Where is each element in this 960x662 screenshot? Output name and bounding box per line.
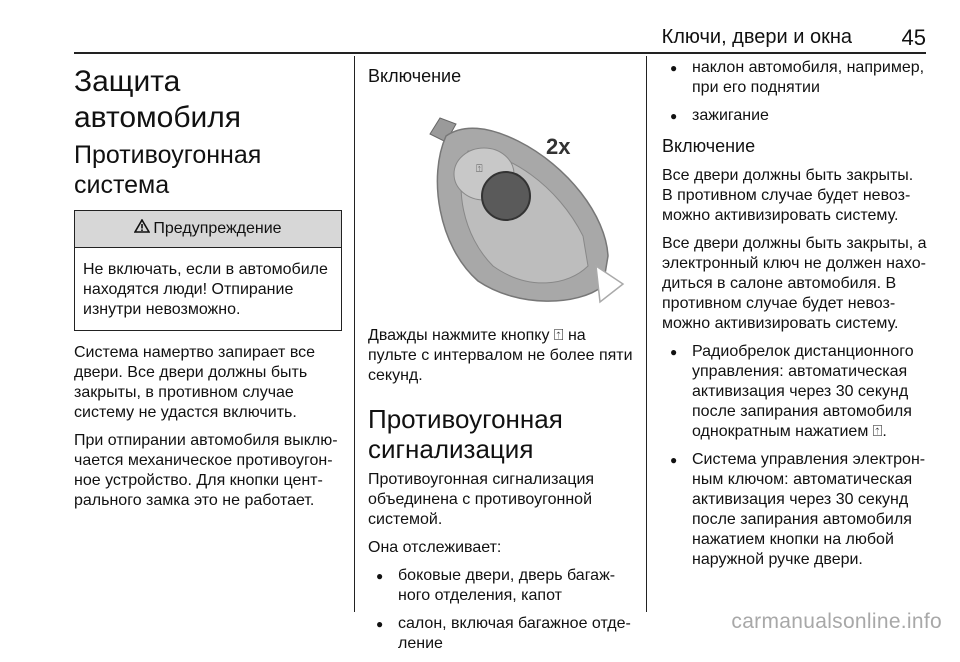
figure-caption: Дважды нажмите кнопку ⍐ на пульте с интервалом не более пяти секунд.: [368, 327, 633, 384]
list-item: ● боковые двери, дверь багаж-ного отделения, капот: [368, 566, 634, 606]
paragraph: Система намертво запирает все двери. Все двери должны быть закрыты, в противном случае систему не удастся включить.: [74, 344, 316, 421]
page-number: 45: [901, 25, 926, 50]
column-left: [74, 58, 342, 519]
page-header: [74, 26, 926, 54]
header-title: Ключи, двери и окна: [661, 26, 852, 48]
section-heading: Защита автомобиля: [74, 65, 242, 134]
column-right: [662, 58, 928, 578]
svg-text:⍐: ⍐: [476, 163, 483, 175]
list-item: ● салон, включая багажное отде-ление: [368, 614, 634, 654]
warning-header: [75, 211, 341, 248]
list-item: ● наклон автомобиля, например, при его поднятии: [662, 58, 928, 98]
bullet-list: [662, 58, 928, 126]
section-heading: Противоугонная сигнализация: [368, 404, 563, 464]
column-divider: [354, 56, 355, 612]
list-item: ● Радиобрелок дистанционного управления: автоматическая активизация через 30 секунд после запирания автомобиля однократным нажатием ⍐.: [662, 342, 928, 442]
unlock-button-highlight: [482, 172, 530, 220]
column-divider: [646, 56, 647, 612]
warning-box: [74, 210, 342, 331]
list-item: ● Система управления электрон-ным ключом: автоматическая активизация через 30 секунд после запирания автомобиля нажатием кнопки на любой наружной ручке двери.: [662, 450, 928, 570]
bullet-list: [368, 566, 634, 654]
paragraph: Она отслеживает:: [368, 539, 502, 556]
bullet-list: [662, 342, 928, 570]
list-item: ● зажигание: [662, 106, 928, 126]
section-heading: Включение: [368, 66, 462, 86]
paragraph: Противоугонная сигнализация объединена с противоугонной системой.: [368, 471, 595, 528]
paragraph: При отпирании автомобиля выклю-чается механическое противоугон-ное устройство. Для кнопки цент-рального замка это не работает.: [74, 432, 338, 509]
warning-text: Не включать, если в автомобиле находятся люди! Отпирание изнутри невозможно.: [83, 261, 328, 318]
warning-triangle-icon: [134, 219, 150, 239]
watermark-text: carmanualsonline.info: [731, 610, 942, 633]
section-heading: Включение: [662, 136, 756, 156]
paragraph: Все двери должны быть закрыты. В противном случае будет невоз-можно активизировать систему.: [662, 167, 914, 224]
paragraph: Все двери должны быть закрыты, а электронный ключ не должен нахо-диться в салоне автомобиля. В противном случае будет невоз-можно активизировать систему.: [662, 235, 927, 332]
press-count-label: 2x: [546, 134, 571, 159]
subsection-heading: Противоугонная система: [74, 141, 262, 199]
warning-title: Предупреждение: [153, 220, 282, 237]
column-middle: [368, 58, 634, 662]
key-fob-illustration: [368, 96, 634, 314]
